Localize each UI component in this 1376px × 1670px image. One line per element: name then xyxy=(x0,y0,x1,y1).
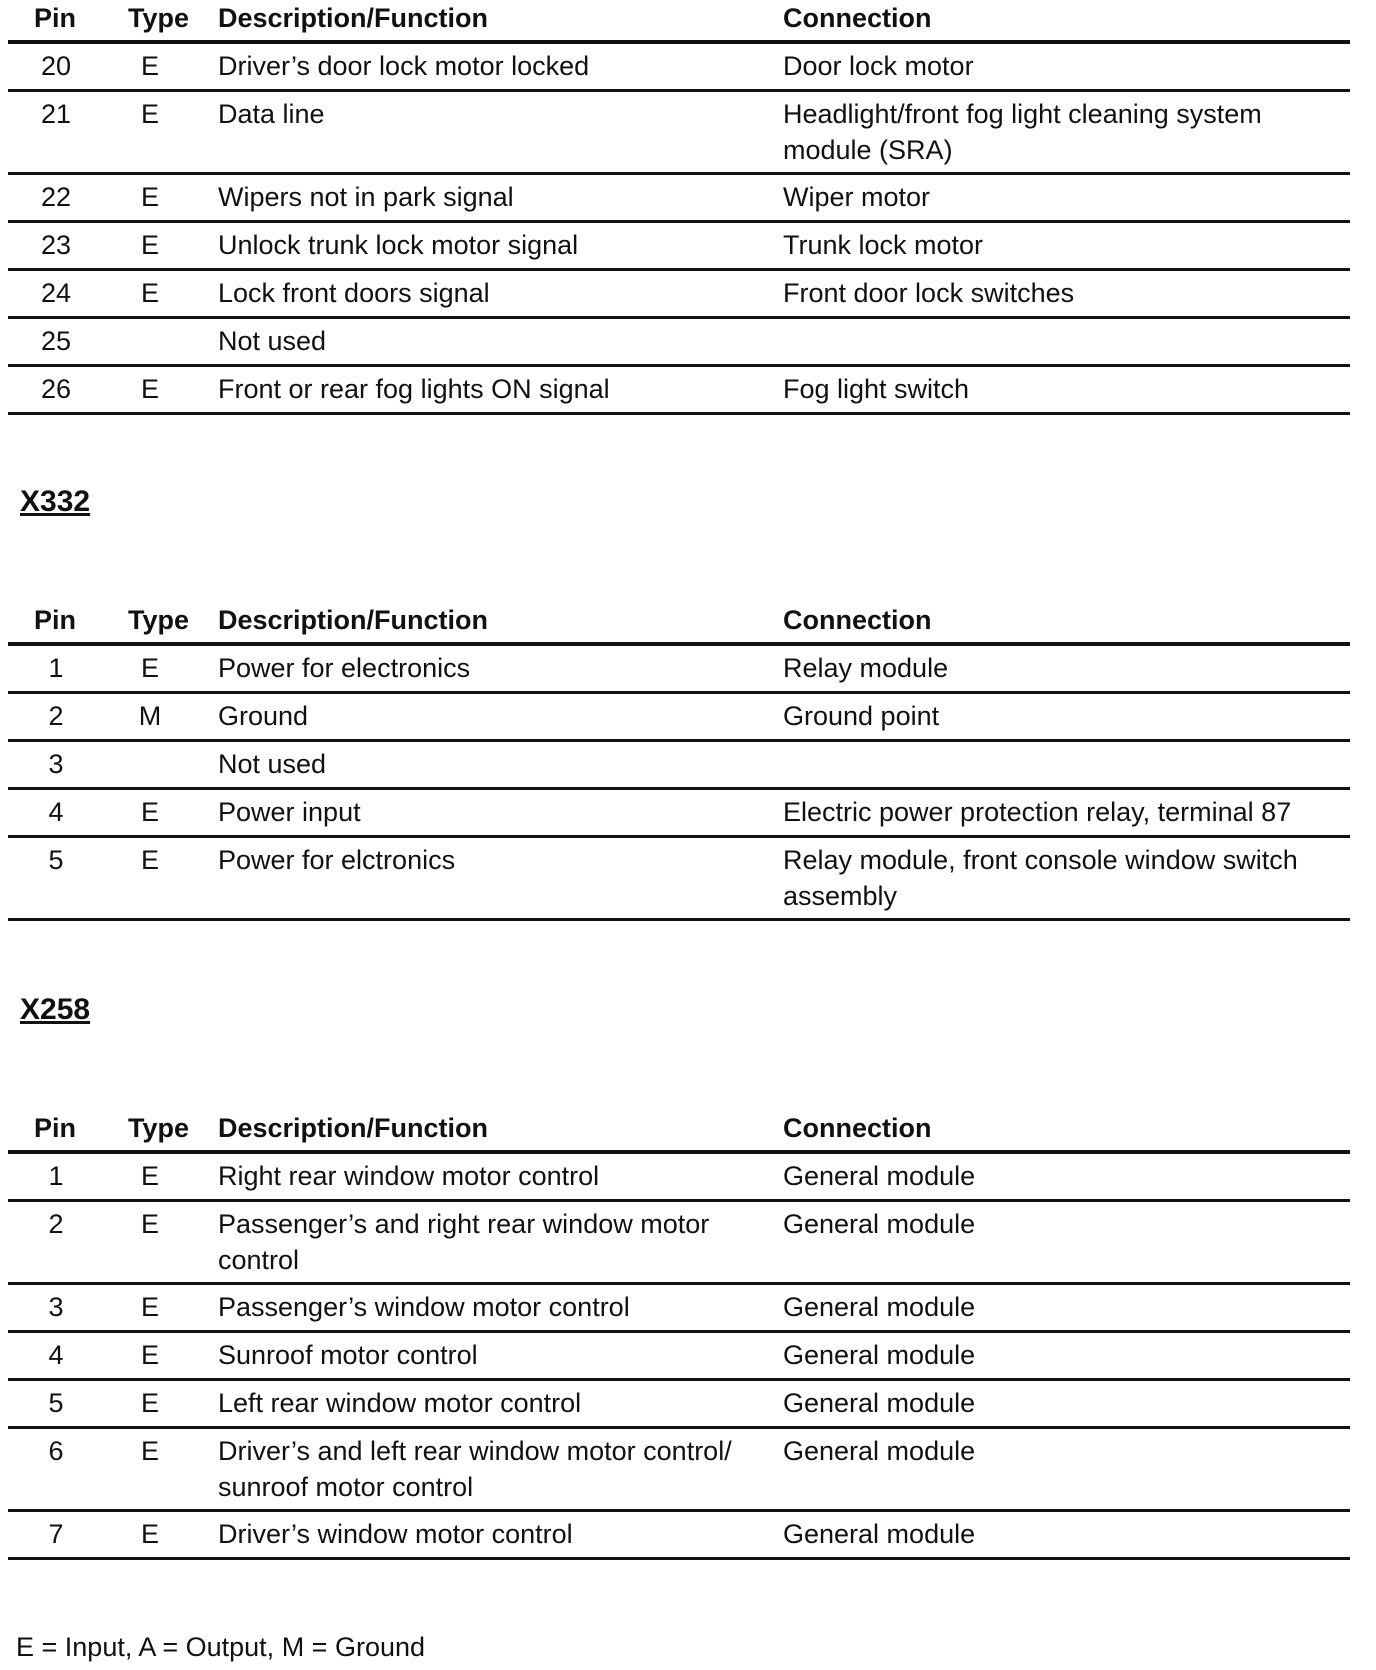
pin-cell: 25 xyxy=(40,326,72,356)
description-cell: Power input xyxy=(218,797,361,827)
section-title-x332: X332 xyxy=(20,485,91,518)
description-cell: Sunroof motor control xyxy=(218,1340,478,1370)
pin-cell: 4 xyxy=(48,1340,64,1370)
table-row xyxy=(8,1154,1350,1202)
connection-cell: Relay module xyxy=(783,653,949,683)
type-cell: E xyxy=(140,374,159,404)
connection-cell: General module xyxy=(783,1209,976,1239)
header-pin: Pin xyxy=(34,605,77,635)
connection-cell: Headlight/front fog light cleaning system module (SRA) xyxy=(783,99,1262,165)
type-legend: E = Input, A = Output, M = Ground xyxy=(16,1632,426,1662)
description-cell: Unlock trunk lock motor signal xyxy=(218,230,579,260)
type-cell: E xyxy=(140,1436,159,1466)
table-row xyxy=(8,838,1350,921)
type-cell: E xyxy=(140,51,159,81)
pin-cell: 2 xyxy=(48,1209,64,1239)
table-row xyxy=(8,790,1350,838)
header-description: Description/Function xyxy=(218,605,488,635)
type-cell: E xyxy=(140,230,159,260)
header-connection: Connection xyxy=(783,3,932,33)
description-cell: Data line xyxy=(218,99,325,129)
pin-cell: 22 xyxy=(40,182,72,212)
connection-cell: General module xyxy=(783,1388,976,1418)
table-header xyxy=(8,1110,1350,1154)
table-row xyxy=(8,1202,1350,1285)
pin-cell: 5 xyxy=(48,1388,64,1418)
connection-cell: General module xyxy=(783,1161,976,1191)
header-type: Type xyxy=(128,1113,190,1143)
description-cell: Driver’s door lock motor locked xyxy=(218,51,590,81)
table-row xyxy=(8,367,1350,415)
type-cell: E xyxy=(140,1340,159,1370)
description-cell: Front or rear fog lights ON signal xyxy=(218,374,610,404)
pin-cell: 7 xyxy=(48,1519,64,1549)
type-cell: M xyxy=(138,701,162,731)
pin-cell: 3 xyxy=(48,1292,64,1322)
table-row xyxy=(8,646,1350,694)
pin-cell: 1 xyxy=(48,653,64,683)
pin-cell: 26 xyxy=(40,374,72,404)
pin-table-x332 xyxy=(8,602,1350,921)
description-cell: Lock front doors signal xyxy=(218,278,490,308)
table-row xyxy=(8,175,1350,223)
type-cell: E xyxy=(140,278,159,308)
header-description: Description/Function xyxy=(218,3,488,33)
type-cell: E xyxy=(140,1209,159,1239)
pin-cell: 23 xyxy=(40,230,72,260)
description-cell: Not used xyxy=(218,326,327,356)
header-pin: Pin xyxy=(34,3,77,33)
table-row xyxy=(8,1333,1350,1381)
pin-cell: 4 xyxy=(48,797,64,827)
table-row xyxy=(8,694,1350,742)
connection-cell: Front door lock switches xyxy=(783,278,1075,308)
connection-cell: General module xyxy=(783,1436,976,1466)
pin-cell: 1 xyxy=(48,1161,64,1191)
pin-table-continued xyxy=(8,0,1350,415)
type-cell: E xyxy=(140,1519,159,1549)
type-cell: E xyxy=(140,1161,159,1191)
description-cell: Driver’s window motor control xyxy=(218,1519,573,1549)
header-type: Type xyxy=(128,605,190,635)
table-row xyxy=(8,319,1350,367)
pin-cell: 5 xyxy=(48,845,64,875)
table-row xyxy=(8,1429,1350,1512)
table-row xyxy=(8,1285,1350,1333)
pin-cell: 3 xyxy=(48,749,64,779)
connection-cell: General module xyxy=(783,1292,976,1322)
table-row xyxy=(8,742,1350,790)
table-row xyxy=(8,223,1350,271)
connection-cell: General module xyxy=(783,1340,976,1370)
type-cell: E xyxy=(140,797,159,827)
pin-table-x258 xyxy=(8,1110,1350,1560)
description-cell: Power for electronics xyxy=(218,653,471,683)
section-title-x258: X258 xyxy=(20,993,91,1026)
table-header xyxy=(8,602,1350,646)
description-cell: Left rear window motor control xyxy=(218,1388,582,1418)
type-cell: E xyxy=(140,99,159,129)
header-type: Type xyxy=(128,3,190,33)
pin-cell: 2 xyxy=(48,701,64,731)
type-cell: E xyxy=(140,1388,159,1418)
type-cell: E xyxy=(140,182,159,212)
connection-cell: Relay module, front console window switch assembly xyxy=(783,845,1298,911)
pin-cell: 21 xyxy=(40,99,72,129)
header-connection: Connection xyxy=(783,1113,932,1143)
header-description: Description/Function xyxy=(218,1113,488,1143)
connection-cell: Fog light switch xyxy=(783,374,970,404)
table-row xyxy=(8,1381,1350,1429)
description-cell: Driver’s and left rear window motor control/ sunroof motor control xyxy=(218,1436,732,1502)
description-cell: Wipers not in park signal xyxy=(218,182,514,212)
pin-cell: 20 xyxy=(40,51,72,81)
type-cell: E xyxy=(140,845,159,875)
table-row xyxy=(8,92,1350,175)
header-pin: Pin xyxy=(34,1113,77,1143)
description-cell: Power for elctronics xyxy=(218,845,456,875)
type-cell: E xyxy=(140,1292,159,1322)
type-cell: E xyxy=(140,653,159,683)
connection-cell: Door lock motor xyxy=(783,51,974,81)
description-cell: Passenger’s and right rear window motor control xyxy=(218,1209,710,1275)
pin-cell: 6 xyxy=(48,1436,64,1466)
connection-cell: General module xyxy=(783,1519,976,1549)
connection-cell: Electric power protection relay, terminal 87 xyxy=(783,797,1292,827)
description-cell: Ground xyxy=(218,701,309,731)
connection-cell: Wiper motor xyxy=(783,182,931,212)
description-cell: Right rear window motor control xyxy=(218,1161,600,1191)
description-cell: Not used xyxy=(218,749,327,779)
table-row xyxy=(8,1512,1350,1560)
table-row xyxy=(8,44,1350,92)
pin-cell: 24 xyxy=(40,278,72,308)
connection-cell: Ground point xyxy=(783,701,940,731)
description-cell: Passenger’s window motor control xyxy=(218,1292,630,1322)
connection-cell: Trunk lock motor xyxy=(783,230,984,260)
header-connection: Connection xyxy=(783,605,932,635)
table-header xyxy=(8,0,1350,44)
table-row xyxy=(8,271,1350,319)
